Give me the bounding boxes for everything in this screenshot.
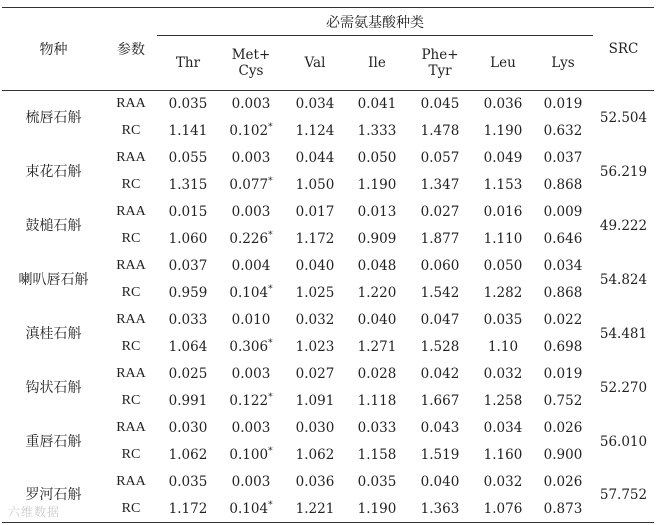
raa-value: 0.060 [420,258,460,274]
rc-number: 0.104 [229,285,269,301]
significance-mark: * [268,230,273,241]
raa-value: 0.019 [543,96,583,113]
rc-number: 1.542 [420,285,460,301]
raa-value: 0.009 [543,204,583,220]
rc-value [219,388,283,415]
raa-value: 0.040 [357,312,397,328]
raa-value: 0.034 [295,96,335,113]
raa-value: 0.016 [483,204,523,220]
rc-value [283,172,347,199]
species-name: 重唇石斛 [25,433,82,450]
param-rc: RC [121,447,141,462]
raa-value: 0.048 [357,258,397,274]
raa-value: 0.036 [483,96,523,113]
species-name: 滇桂石斛 [25,325,82,342]
rc-value [533,442,593,469]
rc-number: 1.190 [483,123,523,139]
rc-number: 0.752 [543,393,583,409]
rc-number: 1.333 [357,123,397,139]
raa-value: 0.032 [483,474,523,490]
raa-value: 0.003 [231,420,271,436]
src-value: 54.481 [599,325,648,342]
rc-value [347,172,407,199]
raa-value: 0.057 [420,150,460,166]
table-row [2,253,654,280]
species-header: 物种 [2,8,105,91]
raa-value: 0.026 [543,474,583,490]
rc-number: 0.873 [543,500,583,517]
significance-mark: * [268,122,273,133]
raa-value: 0.036 [295,474,335,490]
rc-number: 1.076 [483,500,523,517]
rc-value [283,118,347,145]
rc-number: 1.220 [357,285,397,301]
raa-value: 0.027 [420,204,460,220]
rc-number: 0.100 [229,447,269,463]
raa-value: 0.050 [483,258,523,274]
rc-number: 1.271 [357,339,397,355]
param-raa: RAA [116,420,146,435]
rc-value [283,226,347,253]
amino-acid-label-line2: Tyr [428,63,452,79]
amino-acid-label: Leu [490,55,516,71]
param-raa: RAA [116,312,146,327]
significance-mark: * [268,284,273,295]
rc-value [473,388,533,415]
raa-value: 0.025 [168,366,208,382]
rc-value [157,334,219,361]
raa-value: 0.013 [357,204,397,220]
raa-value: 0.037 [543,150,583,166]
rc-value [347,334,407,361]
amino-acid-header [157,36,219,91]
raa-value: 0.034 [483,420,523,436]
table-header [2,8,654,91]
rc-number: 1.478 [420,123,460,139]
src-value: 49.222 [599,217,648,234]
rc-value [157,442,219,469]
rc-value [533,226,593,253]
rc-value [473,442,533,469]
rc-value [407,334,473,361]
rc-number: 1.158 [357,447,397,463]
param-rc: RC [121,231,141,246]
rc-number: 0.306 [229,339,269,355]
rc-value [533,280,593,307]
rc-number: 1.172 [168,500,208,517]
rc-value [407,496,473,523]
rc-value [533,334,593,361]
rc-number: 1.062 [295,447,335,463]
amino-acid-group-header: 必需氨基酸种类 [157,8,593,36]
raa-value: 0.030 [295,420,335,436]
param-header: 参数 [105,8,157,91]
rc-number: 1.190 [357,500,397,517]
table-row [2,307,654,334]
raa-value: 0.035 [168,474,208,490]
rc-value [473,118,533,145]
amino-acid-label: Ile [368,55,386,71]
significance-mark: * [268,500,273,511]
rc-number: 1.347 [420,177,460,193]
significance-mark: * [268,392,273,403]
param-rc: RC [121,285,141,300]
raa-value: 0.017 [295,204,335,220]
rc-value [219,496,283,523]
species-name: 罗河石斛 [2,469,105,523]
table-row [2,469,654,496]
rc-value [157,496,219,523]
rc-number: 1.064 [168,339,208,355]
rc-value [157,172,219,199]
rc-number: 1.315 [168,177,208,193]
rc-number: 1.025 [295,285,335,301]
watermark: 六维数据 [8,505,61,519]
rc-number: 0.122 [229,393,269,409]
rc-number: 0.868 [543,177,583,193]
rc-value [533,172,593,199]
rc-number: 0.698 [543,339,583,355]
raa-value: 0.035 [357,474,397,490]
species-name: 束花石斛 [25,163,82,180]
rc-number: 1.062 [168,447,208,463]
rc-number: 1.519 [420,447,460,463]
rc-value [283,334,347,361]
significance-mark: * [268,446,273,457]
rc-value [533,388,593,415]
param-rc: RC [121,177,141,192]
amino-acid-header [283,36,347,91]
rc-value [347,226,407,253]
rc-value [473,496,533,523]
src-header: SRC [593,8,654,91]
param-raa: RAA [116,258,146,273]
raa-value: 0.040 [295,258,335,274]
rc-number: 1.363 [420,500,460,517]
table-body [2,91,654,523]
rc-number: 0.991 [168,393,208,409]
table-row [2,361,654,388]
raa-value: 0.033 [357,420,397,436]
rc-value [157,280,219,307]
rc-number: 0.226 [229,231,269,247]
amino-acid-label-line2: Cys [238,63,264,79]
rc-number: 0.102 [229,123,269,139]
rc-number: 1.124 [295,123,335,139]
rc-value [407,442,473,469]
param-raa: RAA [116,204,146,219]
rc-value [219,118,283,145]
rc-value [347,388,407,415]
amino-acid-header [533,36,593,91]
src-value: 56.010 [599,433,648,450]
rc-number: 1.023 [295,339,335,355]
rc-number: 0.632 [543,123,583,139]
rc-value [219,172,283,199]
param-raa: RAA [116,96,146,112]
rc-number: 1.118 [357,393,397,409]
raa-value: 0.004 [231,258,271,274]
amino-acid-label: Thr [175,55,201,71]
rc-value [473,172,533,199]
raa-value: 0.003 [231,366,271,382]
raa-value: 0.044 [295,150,335,166]
rc-value [407,280,473,307]
species-name: 梳唇石斛 [25,109,82,126]
amino-acid-label: Lys [551,55,575,71]
rc-number: 1.050 [295,177,335,193]
raa-value: 0.026 [543,420,583,436]
rc-number: 1.877 [420,231,460,247]
amino-acid-header [219,36,283,91]
rc-value [283,442,347,469]
rc-value [283,280,347,307]
rc-value [347,280,407,307]
rc-value [473,334,533,361]
rc-value [219,442,283,469]
rc-number: 0.077 [229,177,269,193]
raa-value: 0.032 [295,312,335,328]
rc-number: 1.060 [168,231,208,247]
rc-value [347,118,407,145]
raa-value: 0.033 [168,312,208,328]
raa-value: 0.041 [357,96,397,113]
table-row [2,415,654,442]
significance-mark: * [268,176,273,187]
rc-value [407,226,473,253]
raa-value: 0.028 [357,366,397,382]
amino-acid-label: Phe+ [421,47,459,63]
raa-value: 0.003 [231,204,271,220]
rc-value [157,388,219,415]
rc-value [283,388,347,415]
raa-value: 0.034 [543,258,583,274]
raa-value: 0.043 [420,420,460,436]
src-value: 56.219 [599,163,648,180]
species-name: 喇叭唇石斛 [18,271,89,288]
rc-value [407,118,473,145]
table-row [2,91,654,118]
rc-value [407,172,473,199]
raa-value: 0.042 [420,366,460,382]
rc-number: 1.667 [420,393,460,409]
rc-number: 0.909 [357,231,397,247]
rc-value [219,280,283,307]
raa-value: 0.027 [295,366,335,382]
src-value: 57.752 [593,469,654,523]
rc-number: 1.10 [487,339,519,355]
raa-value: 0.015 [168,204,208,220]
rc-number: 0.868 [543,285,583,301]
species-name: 鼓槌石斛 [25,217,82,234]
param-rc: RC [121,123,141,138]
significance-mark: * [268,338,273,349]
raa-value: 0.040 [420,474,460,490]
param-raa: RAA [116,150,146,165]
raa-value: 0.055 [168,150,208,166]
rc-number: 1.221 [295,500,335,517]
rc-value [157,118,219,145]
amino-acid-label: Met+ [231,47,271,63]
raa-value: 0.010 [231,312,271,328]
raa-value: 0.035 [168,96,208,113]
rc-number: 0.104 [229,500,269,517]
rc-value [533,118,593,145]
amino-acid-header [347,36,407,91]
rc-value [157,226,219,253]
table-row [2,145,654,172]
raa-value: 0.022 [543,312,583,328]
param-rc: RC [121,339,141,354]
src-value: 52.504 [599,109,648,126]
raa-value: 0.050 [357,150,397,166]
param-rc: RC [121,393,141,408]
amino-acid-header [407,36,473,91]
raa-value: 0.030 [168,420,208,436]
param-raa: RAA [116,366,146,381]
rc-value [283,496,347,523]
raa-value: 0.019 [543,366,583,382]
amino-acid-header [473,36,533,91]
rc-value [219,226,283,253]
raa-value: 0.037 [168,258,208,274]
rc-number: 1.141 [168,123,208,139]
rc-number: 0.900 [543,447,583,463]
amino-acid-table [2,7,654,523]
raa-value: 0.047 [420,312,460,328]
rc-value [407,388,473,415]
raa-value: 0.003 [231,150,271,166]
raa-value: 0.003 [231,96,271,113]
param-raa: RAA [116,474,146,489]
rc-number: 0.646 [543,231,583,247]
rc-value [473,280,533,307]
table-row [2,199,654,226]
src-value: 52.270 [599,379,648,396]
src-value: 54.824 [599,271,648,288]
rc-number: 1.528 [420,339,460,355]
raa-value: 0.032 [483,366,523,382]
rc-value [219,334,283,361]
rc-number: 1.110 [483,231,523,247]
rc-number: 1.190 [357,177,397,193]
rc-number: 1.172 [295,231,335,247]
raa-value: 0.003 [231,474,271,490]
rc-value [347,496,407,523]
param-rc: RC [121,500,141,516]
raa-value: 0.049 [483,150,523,166]
rc-number: 1.153 [483,177,523,193]
raa-value: 0.045 [420,96,460,113]
rc-value [347,442,407,469]
rc-number: 1.160 [483,447,523,463]
rc-value [533,496,593,523]
rc-value [473,226,533,253]
rc-number: 0.959 [168,285,208,301]
rc-number: 1.091 [295,393,335,409]
rc-number: 1.282 [483,285,523,301]
rc-number: 1.258 [483,393,523,409]
raa-value: 0.035 [483,312,523,328]
amino-acid-label: Val [304,55,326,71]
species-name: 钩状石斛 [25,379,82,396]
